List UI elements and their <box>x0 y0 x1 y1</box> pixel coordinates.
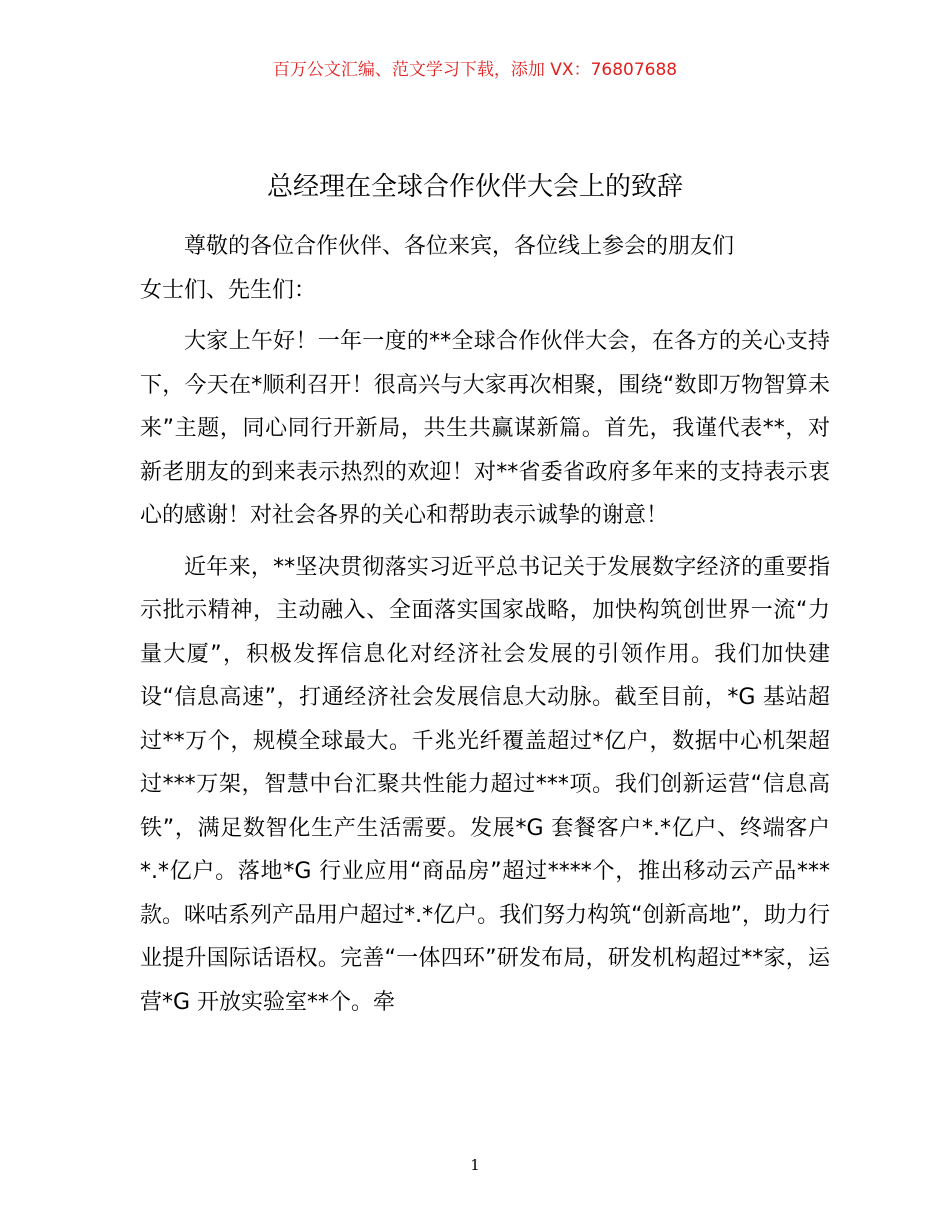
paragraph-achievements: 近年来，**坚决贯彻落实习近平总书记关于发展数字经济的重要指示批示精神，主动融入、全面落实国家战略，加快构筑创世界一流“力量大厦”，积极发挥信息化对经济社会发展的引领作用。我们加快建设“信息高速”，打通经济社会发展信息大动脉。截至目前，*G 基站超过**万个，规模全球最大。千兆光纤覆盖超过*亿户，数据中心机架超过***万架，智慧中台汇聚共性能力超过***项。我们创新运营“信息高铁”，满足数智化生产生活需要。发展*G 套餐客户*.*亿户、终端客户*.*亿户。落地*G 行业应用“商品房”超过****个，推出移动云产品***款。咪咕系列产品用户超过*.*亿户。我们努力构筑“创新高地”，助力行业提升国际话语权。完善“一体四环”研发布局，研发机构超过**家，运营*G 开放实验室**个。牵 <box>140 554 830 1015</box>
page-number: 1 <box>470 1156 480 1174</box>
document-body <box>140 225 830 1024</box>
document-title: 总经理在全球合作伙伴大会上的致辞 <box>266 172 683 202</box>
salutation-line-1: 尊敬的各位合作伙伴、各位来宾，各位线上参会的朋友们 <box>184 234 735 259</box>
salutation-line-2: 女士们、先生们： <box>140 277 317 303</box>
header-banner: 百万公文汇编、范文学习下载，添加 VX：76807688 <box>272 60 678 80</box>
paragraph-greeting: 大家上午好！一年一度的**全球合作伙伴大会，在各方的关心支持下，今天在*顺利召开！很高兴与大家再次相聚，围绕“数即万物智算未来”主题，同心同行开新局，共生共赢谋新篇。首先，我谨代表**，对新老朋友的到来表示热烈的欢迎！对**省委省政府多年来的支持表示衷心的感谢！对社会各界的关心和帮助表示诚挚的谢意！ <box>140 329 830 528</box>
